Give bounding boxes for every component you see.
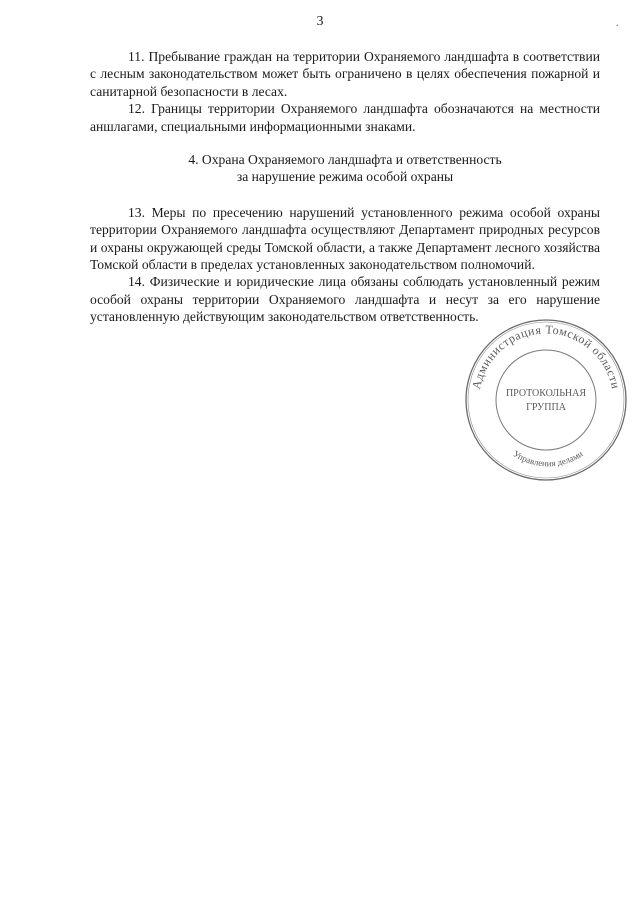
section-heading (90, 151, 600, 186)
section-heading-line-2: за нарушение режима особой охраны (236, 169, 454, 185)
stamp-outer-text: Администрация Томской области (468, 322, 623, 391)
paragraph-14: 14. Физические и юридические лица обязаны соблюдать установленный режим особой охраны территории Охраняемого ландшафта и несут за его нарушение установленную действующим законодательством ответственность. (90, 274, 600, 325)
stamp-bottom-text: Управления делами (511, 448, 585, 469)
official-stamp (452, 308, 640, 498)
page-number: 3 (316, 14, 324, 29)
paragraph-11: 11. Пребывание граждан на территории Охраняемого ландшафта в соответствии с лесным законодательством может быть ограничено в целях обеспечения пожарной и санитарной безопасности в лесах. (90, 49, 600, 99)
stamp-inner-line-2: ГРУППА (526, 402, 566, 413)
page-mark: . (616, 18, 619, 29)
stamp-outer-ring (466, 320, 626, 480)
document-body (90, 48, 600, 326)
stamp-inner-ring (496, 350, 596, 450)
paragraph-12: 12. Границы территории Охраняемого ландшафта обозначаются на местности аншлагами, специальными информационными знаками. (90, 101, 600, 134)
paragraph-13: 13. Меры по пресечению нарушений установленного режима особой охраны территории Охраняемого ландшафта осуществляют Департамент природных ресурсов и охраны окружающей среды Томской области, а также Департамент лесного хозяйства Томской области в пределах установленных законодательством полномочий. (90, 204, 600, 273)
stamp-inner-line-1: ПРОТОКОЛЬНАЯ (505, 388, 587, 399)
section-heading-line-1: 4. Охрана Охраняемого ландшафта и ответственность (188, 152, 502, 168)
